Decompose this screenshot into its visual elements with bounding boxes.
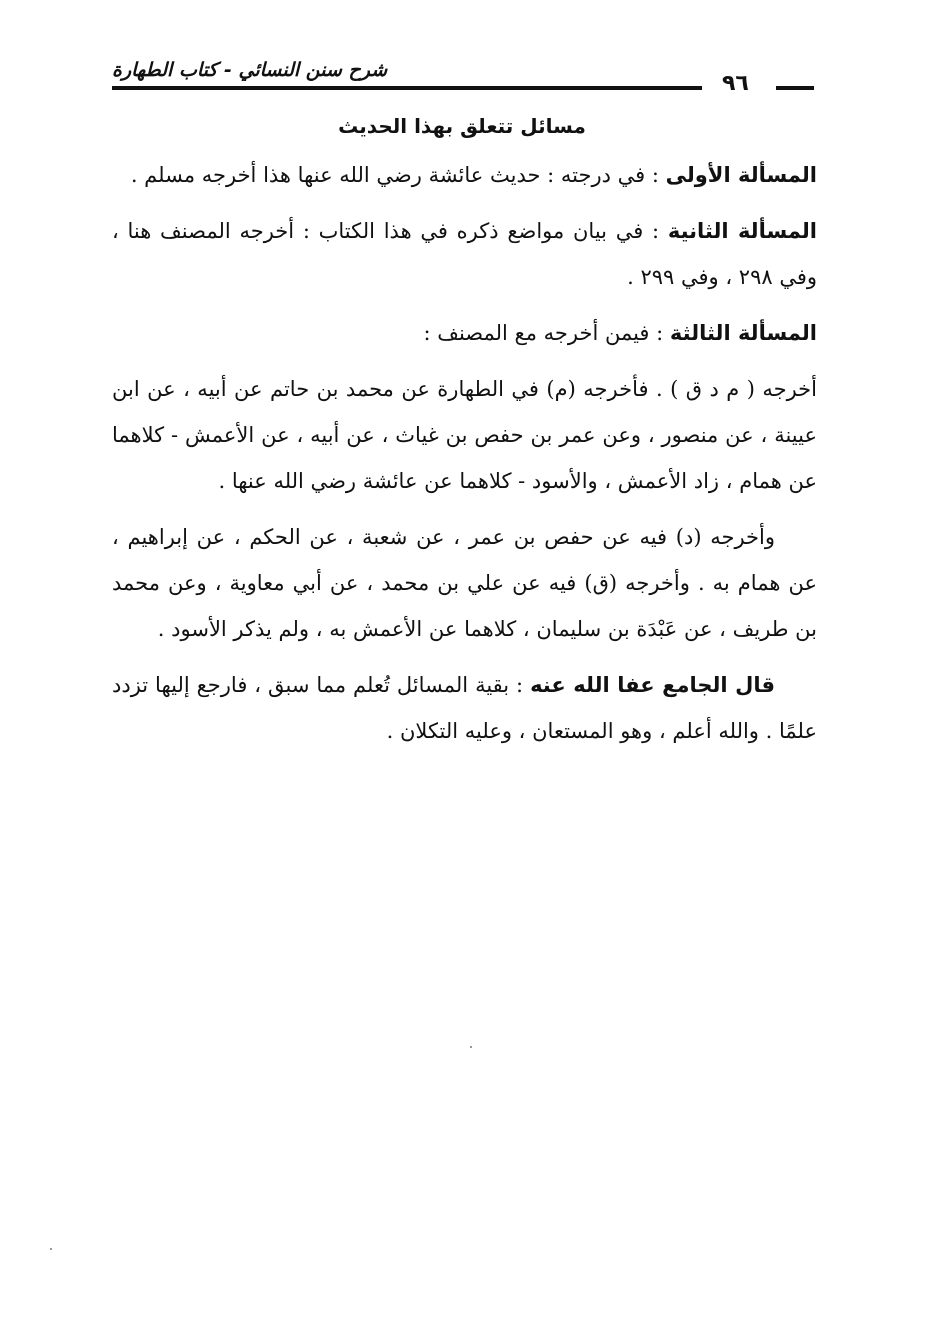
paragraph-takhrij-1: [112, 366, 817, 504]
paragraph-text: : في بيان مواضع ذكره في هذا الكتاب : أخرجه المصنف هنا ، وفي ٢٩٨ ، وفي ٢٩٩ .: [112, 219, 817, 289]
running-header-title: شرح سنن النسائي - كتاب الطهارة: [112, 59, 388, 81]
paragraph-question-2: [112, 208, 817, 300]
header-rule: [112, 86, 702, 90]
paragraph-question-3: [112, 310, 817, 356]
paragraph-text: وأخرجه (د) فيه عن حفص بن عمر ، عن شعبة ، عن الحكم ، عن إبراهيم ، عن همام به . وأخرجه (ق) فيه عن علي بن محمد ، عن أبي معاوية ، وعن محمد بن طريف ، عن عَبْدَة بن سليمان ، كلاهما عن الأعمش به ، ولم يذكر الأسود .: [112, 525, 817, 641]
page-number: ٩٦: [722, 71, 749, 96]
page-number-dash: [776, 86, 814, 90]
body-text: [112, 152, 817, 764]
scan-speck: [50, 1248, 52, 1250]
paragraph-conclusion: [112, 662, 817, 754]
running-header: [112, 58, 812, 98]
paragraph-question-1: [112, 152, 817, 198]
scan-speck: [470, 1046, 472, 1048]
paragraph-text: أخرجه ( م د ق ) . فأخرجه (م) في الطهارة عن محمد بن حاتم عن أبيه ، عن ابن عيينة ، عن منصور ، وعن عمر بن حفص بن غياث ، عن أبيه ، عن الأعمش - كلاهما عن همام ، زاد الأعمش ، والأسود - كلاهما عن عائشة رضي الله عنها .: [112, 377, 817, 493]
section-heading: مسائل تتعلق بهذا الحديث: [338, 114, 586, 138]
paragraph-lead: المسألة الأولى: [665, 163, 817, 187]
paragraph-text: : في درجته : حديث عائشة رضي الله عنها هذا أخرجه مسلم .: [130, 163, 666, 187]
paragraph-text: : بقية المسائل تُعلم مما سبق ، فارجع إليها تزدد علمًا . والله أعلم ، وهو المستعان ، وعليه التكلان .: [112, 673, 817, 743]
paragraph-lead: المسألة الثانية: [667, 219, 817, 243]
paragraph-takhrij-2: [112, 514, 817, 652]
paragraph-lead: قال الجامع عفا الله عنه: [530, 673, 775, 697]
paragraph-text: : فيمن أخرجه مع المصنف :: [423, 321, 670, 345]
paragraph-lead: المسألة الثالثة: [669, 321, 817, 345]
